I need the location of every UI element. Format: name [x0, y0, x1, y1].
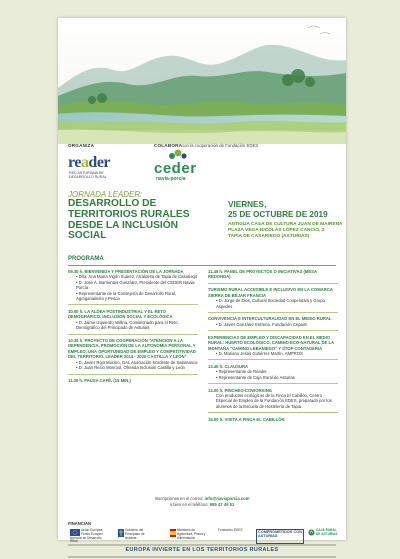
venue-block — [228, 222, 343, 241]
program-separator — [68, 374, 198, 375]
program-item — [208, 335, 338, 357]
program-item-detail: • D. José Á. Barrientos González, Presidente del CEDER Navia-Porcía — [76, 279, 196, 291]
program-item-heading — [208, 287, 338, 298]
program-item — [68, 338, 198, 370]
contact-email[interactable]: info@naviaporcia.com — [204, 496, 250, 501]
programa-heading: PROGRAMA — [68, 256, 104, 262]
jornada-label: JORNADA LEADER: — [68, 190, 143, 199]
contact-phone: 985 47 49 51 — [209, 502, 235, 507]
program-item-title: EXPERIENCIAS DE EMPLEO Y DISCAPACIDAD EN EL MEDIO RURAL: HUERTO ECOLÓGICO, CAMINO ECO-NATURAL DE LA MONTAÑA "CAMINO LEBANIEGO" Y STOP CONTADERIA — [208, 334, 334, 351]
program-separator — [68, 334, 198, 335]
organiza-label: ORGANIZA — [68, 143, 95, 148]
program-item-detail: Con productos ecológicos de la Finca El Cabillón, Centro Especial de Empleo de la Fundación EDES, preparado por los alumnos de la Escuela de Hostelería de Tapia — [216, 393, 332, 409]
program-separator — [208, 283, 338, 284]
program-item-title: LA ALDEA POSTINDUSTRIAL Y EL RETO DEMOGRÁFICO: INCLUSIÓN SOCIAL Y ECOLÓGICA — [68, 308, 173, 320]
program-item-time: 11.30 h. — [68, 378, 85, 383]
program-item — [208, 269, 338, 280]
program-item-heading — [208, 335, 338, 351]
organizers-row — [58, 140, 346, 190]
fundacion-edes-logo: Fundación EDES — [218, 528, 243, 532]
program-item — [208, 287, 338, 309]
spain-crest-icon — [170, 529, 176, 537]
date-full: 25 DE OCTUBRE DE 2019 — [228, 210, 328, 219]
program-left-column — [68, 269, 198, 386]
contact-block — [58, 496, 346, 508]
program-separator — [208, 359, 338, 360]
program-item-title: CONVIVENCIA E INTERCULTURALIDAD EN EL MEDIO RURAL — [208, 316, 332, 322]
colabora-note: con la cooperación de Fundación EDES — [182, 143, 259, 148]
program-item-title: PANEL DE PROYECTOS O INICIATIVAS (MESA REDONDA) — [208, 269, 317, 280]
program-right-column — [208, 269, 338, 425]
venue-line: TAPIA DE CASARIEGO (ASTURIAS) — [228, 234, 310, 240]
caja-rural-logo: CAJA RURAL DE ASTURIAS — [308, 529, 340, 540]
program-item-heading — [208, 417, 338, 422]
program-item-title: PROYECTO DE COOPERACIÓN "ATENCIÓN A LA DEPENDENCIA, PROMOCIÓN DE LA AUTONOMÍA PERSONAL Y EMPLEO. UNA OPORTUNIDAD DE EMPLEO Y COMPETITIVIDAD DEL TERRITORIO. LEADER 2014 - 2020 CASTILLA Y LEÓN" — [68, 338, 196, 360]
program-item — [68, 269, 198, 301]
program-item-heading — [68, 378, 198, 383]
program-separator — [208, 412, 338, 413]
colabora-label: COLABORA — [154, 143, 183, 148]
landscape-illustration — [58, 18, 346, 144]
program-item-detail: • Representante de Caja Rural de Asturias — [216, 374, 295, 380]
ceder-logo: ceder — [154, 160, 197, 177]
cross-crest-icon — [118, 529, 124, 537]
program-item-title: VISITA A FINCA EL CABILLÓN — [224, 416, 285, 422]
ceder-bubbles-icon — [168, 148, 188, 160]
program-item-time: 11.45 h. — [208, 269, 225, 274]
ceder-logo-subtitle: navia-porcía — [156, 176, 186, 182]
program-item-time: 10.30 h. — [68, 338, 85, 344]
funders-logos-row — [58, 528, 346, 544]
eu-feader-logo: Unión Europea Fondo Europeo Agrícola de Desarrollo Rural — [70, 528, 103, 544]
program-item-title: PAUSA CAFÉ. (15 MIN.) — [84, 378, 131, 383]
program-item-title: BIENVENIDA Y PRESENTACIÓN DE LA JORNADA — [84, 269, 184, 274]
venue-line: PLAZA VEGA NICOLÁS LÓPEZ CANCIO, 2 — [228, 228, 325, 234]
program-item-time: 09.30 h. — [68, 269, 85, 274]
caja-rural-icon — [308, 529, 315, 536]
program-item — [208, 417, 338, 422]
program-item-detail: • D. Jorge de Dios, Cultural Sociedad Cooperativa y Grupo Aspedes — [216, 298, 325, 309]
program-item-title: CLAUSURA — [224, 363, 249, 369]
date-weekday: VIERNES, — [228, 200, 267, 209]
program-item-time: 13.45 h. — [208, 363, 225, 369]
program-item — [208, 388, 338, 410]
program-item-time: 15.00 h. — [208, 416, 225, 422]
program-item-title: PINCHEO-COWORKING — [224, 387, 272, 393]
programa-divider — [68, 265, 336, 266]
financian-label: FINANCIAN — [68, 521, 92, 526]
ministerio-logo: Ministerio de Agricultura, Pesca y Alimentación — [170, 529, 210, 540]
program-item-time: 14.00 h. — [208, 387, 225, 393]
program-separator — [208, 312, 338, 313]
asturias-gov-logo: Gobierno del Principado de Asturias — [118, 529, 152, 540]
program-item-detail: • D. Javier Rojo Mucino, GAL Asociación Nordeste de Salamanca — [76, 359, 198, 365]
reader-logo: reader — [68, 154, 111, 171]
poster — [58, 18, 346, 553]
program-item-detail: • D. Juan Recio Monrool, Ofrenda Inclusión Castilla y León — [76, 365, 185, 371]
program-separator — [208, 330, 338, 331]
contact-phone-line: o bien en el teléfono: 985 47 49 51 — [169, 502, 235, 507]
program-item-heading — [208, 269, 338, 280]
program-item-title: TURISMO RURAL ACCESIBLE E INCLUSIVO EN LA COMARCA SIERRA DE BÉJAR FRANCIA — [208, 287, 333, 298]
reader-logo-subtitle: RED ASTURIANA DE DESARROLLO RURAL — [69, 171, 107, 179]
program-separator — [68, 304, 198, 305]
program-item-detail: • Representante de la Consejería de Desarrollo Rural, Agroganadería y Pesca — [76, 290, 177, 302]
program-item — [68, 378, 198, 383]
program-item-detail: • D. Jaime Izquierdo Vallina, Comisionado para el Reto Demográfico del Principado de Asturias — [76, 319, 178, 331]
program-item — [208, 364, 338, 380]
main-title: DESARROLLO DE TERRITORIOS RURALES DESDE LA INCLUSIÓN SOCIAL — [68, 198, 190, 242]
program-item-detail: • Representante de Reader — [216, 369, 267, 375]
venue-line: ANTIGUA CASA DE CULTURA JUAN DE MAIRENA — [228, 222, 343, 227]
program-item — [68, 309, 198, 331]
comprometidos-logo: COMPROMETIDOS CON ASTURIAS — [256, 529, 304, 544]
program-item-detail: • D. Javier González Entrena, Fundación Cepaim — [216, 321, 308, 327]
footer-text: EUROPA INVIERTE EN LOS TERRITORIOS RURALES — [125, 547, 279, 553]
program-item-detail: • D. Mariano Jesús Gutiérrez Martín, AMPROS — [216, 350, 303, 356]
program-separator — [208, 383, 338, 384]
program-item-heading — [68, 338, 198, 360]
program-item-time: 10.00 h. — [68, 308, 85, 314]
contact-email-line: Inscripciones en el correo: info@naviaporcia.com — [154, 496, 250, 501]
program-item — [208, 316, 338, 327]
program-item-detail: • Dña. Ana María Vigón Suárez, Alcaldesa de Tapia de Casariego — [76, 274, 198, 280]
program-item-heading — [68, 309, 198, 320]
